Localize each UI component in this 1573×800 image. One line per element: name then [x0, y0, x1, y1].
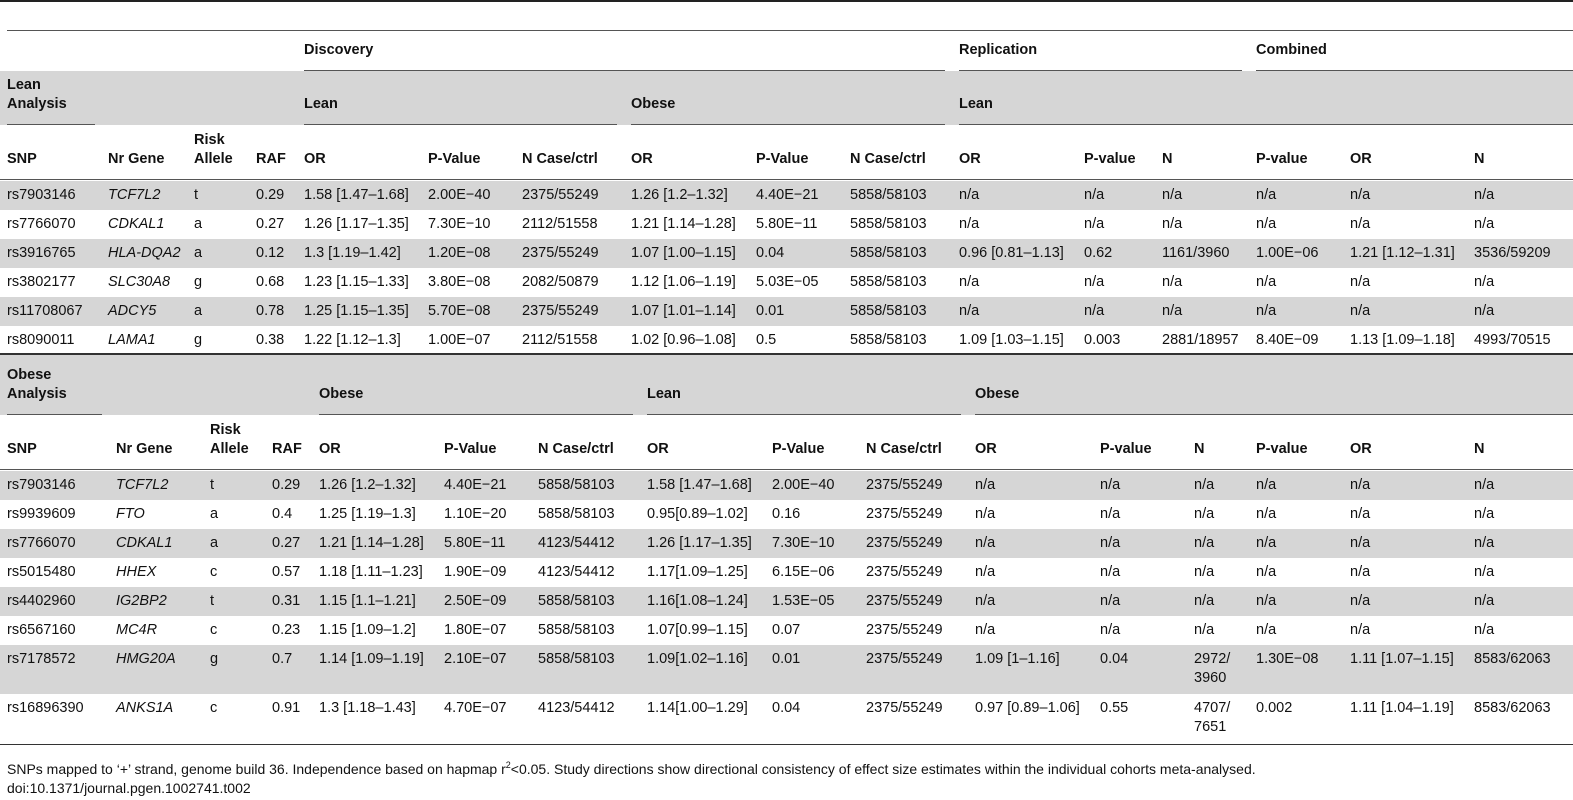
cell-p-value: 4.40E−21	[444, 477, 507, 493]
cell-n-case-ctrl: 5858/58103	[850, 216, 927, 232]
cell-n-case-ctrl: 5858/58103	[538, 593, 615, 609]
col-header-n: N	[1474, 151, 1485, 167]
cell-n-case-ctrl: 2375/55249	[866, 622, 943, 638]
cell-or: n/a	[975, 506, 996, 522]
cell-raf: 0.12	[256, 245, 285, 261]
subgroup-replication-lean: Lean	[959, 96, 993, 112]
cell-or: 1.25 [1.19–1.3]	[319, 506, 416, 522]
cell-nr-gene: HMG20A	[116, 651, 176, 667]
cell-or: 1.09 [1–1.16]	[975, 651, 1060, 667]
cell-p-value: 0.04	[1100, 651, 1129, 667]
cell-raf: 0.78	[256, 303, 285, 319]
col-header-p-value: P-Value	[428, 151, 481, 167]
cell-or: 1.11 [1.04–1.19]	[1350, 700, 1454, 716]
cell-or: 1.18 [1.11–1.23]	[319, 564, 423, 580]
cell-or: 1.12 [1.06–1.19]	[631, 274, 736, 290]
cell-n-case-ctrl: 2375/55249	[866, 477, 943, 493]
cell-n: n/a	[1194, 564, 1215, 580]
cell-n-case-ctrl: 4123/54412	[538, 535, 615, 551]
cell-n: n/a	[1194, 535, 1215, 551]
cell-p-value: 8.40E−09	[1256, 332, 1319, 348]
cell-risk-allele: g	[194, 332, 203, 348]
cell-snp: rs3802177	[7, 274, 76, 290]
col-header-p-value: P-value	[1256, 151, 1308, 167]
cell-snp: rs3916765	[7, 245, 76, 261]
cell-n-case-ctrl: 2082/50879	[522, 274, 599, 290]
cell-or: 0.96 [0.81–1.13]	[959, 245, 1064, 261]
cell-risk-allele: c	[210, 700, 218, 716]
cell-n-case-ctrl: 5858/58103	[850, 332, 927, 348]
cell-p-value: n/a	[1256, 564, 1277, 580]
cell-n: n/a	[1162, 216, 1183, 232]
cell-raf: 0.68	[256, 274, 285, 290]
cell-nr-gene: TCF7L2	[116, 477, 169, 493]
cell-n: 2972/ 3960	[1194, 651, 1231, 686]
cell-n: n/a	[1194, 477, 1215, 493]
cell-or: 1.21 [1.14–1.28]	[631, 216, 736, 232]
col-header-n: N	[1474, 441, 1485, 457]
column-header-rule	[0, 469, 1573, 470]
section-label-line2: Analysis	[7, 386, 67, 402]
cell-or: n/a	[975, 622, 996, 638]
col-header-nr-gene: Nr Gene	[108, 151, 165, 167]
cell-p-value: 7.30E−10	[772, 535, 835, 551]
cell-p-value: n/a	[1100, 622, 1121, 638]
cell-n: 4993/70515	[1474, 332, 1551, 348]
cell-p-value: 1.30E−08	[1256, 651, 1319, 667]
cell-p-value: 0.01	[772, 651, 801, 667]
cell-n-case-ctrl: 2112/51558	[522, 332, 598, 348]
cell-or: n/a	[1350, 274, 1371, 290]
cell-risk-allele: a	[194, 303, 203, 319]
cell-nr-gene: FTO	[116, 506, 145, 522]
col-header-raf: RAF	[272, 441, 302, 457]
cell-n-case-ctrl: 4123/54412	[538, 700, 615, 716]
cell-p-value: 2.00E−40	[428, 187, 491, 203]
cell-p-value: 2.10E−07	[444, 651, 507, 667]
cell-or: 1.26 [1.17–1.35]	[304, 216, 409, 232]
row-shading	[0, 239, 1573, 268]
cell-p-value: 1.00E−06	[1256, 245, 1319, 261]
cell-n-case-ctrl: 2375/55249	[866, 651, 943, 667]
cell-n: n/a	[1474, 187, 1495, 203]
cell-snp: rs6567160	[7, 622, 76, 638]
cell-n: n/a	[1194, 506, 1215, 522]
subgroup-obese: Obese	[631, 96, 676, 112]
cell-p-value: n/a	[1100, 477, 1121, 493]
cell-n: n/a	[1162, 274, 1183, 290]
cell-n-case-ctrl: 5858/58103	[538, 651, 615, 667]
subgroup-band	[0, 71, 1573, 125]
cell-raf: 0.29	[272, 477, 301, 493]
cell-n: n/a	[1474, 564, 1495, 580]
cell-n: n/a	[1162, 303, 1183, 319]
cell-p-value: n/a	[1100, 535, 1121, 551]
row-shading	[0, 297, 1573, 326]
col-header-or: OR	[319, 441, 341, 457]
subgroup-band	[0, 355, 1573, 415]
cell-snp: rs7903146	[7, 477, 76, 493]
cell-nr-gene: IG2BP2	[116, 593, 167, 609]
footnote-superscript: 2	[505, 760, 511, 770]
cell-p-value: n/a	[1256, 622, 1277, 638]
footnote-text-end: <0.05. Study directions show directional consistency of effect size estimates within the individual cohorts meta-analysed.	[510, 761, 1256, 777]
subgroup-obese: Obese	[319, 386, 364, 402]
cell-n: n/a	[1474, 535, 1495, 551]
cell-p-value: 1.00E−07	[428, 332, 491, 348]
cell-risk-allele: t	[194, 187, 199, 203]
cell-or: n/a	[975, 535, 996, 551]
cell-or: n/a	[1350, 506, 1371, 522]
cell-or: 1.21 [1.12–1.31]	[1350, 245, 1455, 261]
cell-p-value: 4.40E−21	[756, 187, 819, 203]
cell-p-value: 5.80E−11	[756, 216, 818, 232]
cell-snp: rs7178572	[7, 651, 76, 667]
cell-p-value: 0.003	[1084, 332, 1121, 348]
cell-p-value: 0.04	[756, 245, 785, 261]
cell-n-case-ctrl: 5858/58103	[538, 622, 615, 638]
cell-nr-gene: ANKS1A	[116, 700, 174, 716]
cell-snp: rs16896390	[7, 700, 84, 716]
cell-n: n/a	[1474, 274, 1495, 290]
section-label-line2: Analysis	[7, 96, 67, 112]
cell-or: n/a	[959, 216, 980, 232]
cell-p-value: n/a	[1100, 564, 1121, 580]
cell-p-value: n/a	[1256, 593, 1277, 609]
cell-n: 3536/59209	[1474, 245, 1551, 261]
cell-risk-allele: g	[194, 274, 203, 290]
cell-p-value: n/a	[1256, 535, 1277, 551]
cell-n: n/a	[1194, 593, 1215, 609]
cell-p-value: 4.70E−07	[444, 700, 507, 716]
cell-n-case-ctrl: 2112/51558	[522, 216, 598, 232]
col-header-or: OR	[304, 151, 326, 167]
cell-raf: 0.7	[272, 651, 293, 667]
cell-n: 2881/18957	[1162, 332, 1239, 348]
cell-p-value: 0.002	[1256, 700, 1293, 716]
cell-raf: 0.29	[256, 187, 285, 203]
col-header-nr-gene: Nr Gene	[116, 441, 173, 457]
cell-or: 1.26 [1.2–1.32]	[631, 187, 728, 203]
cell-n: 1161/3960	[1162, 245, 1230, 261]
cell-p-value: 0.55	[1100, 700, 1129, 716]
cell-or: 1.25 [1.15–1.35]	[304, 303, 409, 319]
cell-n-case-ctrl: 5858/58103	[538, 506, 615, 522]
cell-or: 1.3 [1.19–1.42]	[304, 245, 401, 261]
cell-or: 1.07 [1.01–1.14]	[631, 303, 736, 319]
cell-p-value: 0.62	[1084, 245, 1113, 261]
cell-or: 1.26 [1.2–1.32]	[319, 477, 416, 493]
cell-or: 1.14[1.00–1.29]	[647, 700, 748, 716]
cell-or: n/a	[1350, 216, 1371, 232]
obese-underline	[631, 124, 945, 125]
cell-or: 1.16[1.08–1.24]	[647, 593, 748, 609]
col-header-risk-allele: Risk Allele	[210, 422, 249, 457]
cell-p-value: n/a	[1256, 506, 1277, 522]
cell-n-case-ctrl: 2375/55249	[522, 187, 599, 203]
cell-or: 1.3 [1.18–1.43]	[319, 700, 416, 716]
cell-nr-gene: HHEX	[116, 564, 157, 580]
col-header-n: N	[1162, 151, 1173, 167]
cell-raf: 0.27	[272, 535, 301, 551]
cell-or: 1.15 [1.09–1.2]	[319, 622, 416, 638]
cell-n-case-ctrl: 2375/55249	[522, 303, 599, 319]
col-header-n-case-ctrl: N Case/ctrl	[522, 151, 598, 167]
cell-raf: 0.31	[272, 593, 301, 609]
cell-raf: 0.91	[272, 700, 301, 716]
cell-n-case-ctrl: 5858/58103	[850, 303, 927, 319]
col-header-snp: SNP	[7, 441, 37, 457]
section-label-underline	[7, 414, 102, 415]
cell-or: 1.17[1.09–1.25]	[647, 564, 748, 580]
replication-obese-underline	[975, 414, 1573, 415]
cell-p-value: 5.80E−11	[444, 535, 506, 551]
cell-risk-allele: a	[194, 216, 203, 232]
cell-p-value: n/a	[1256, 216, 1277, 232]
cell-snp: rs7766070	[7, 535, 76, 551]
cell-n: n/a	[1474, 303, 1495, 319]
cell-n-case-ctrl: 5858/58103	[850, 274, 927, 290]
cell-or: 1.07 [1.00–1.15]	[631, 245, 736, 261]
section-label-line1: Lean	[7, 77, 41, 93]
cell-or: 1.09 [1.03–1.15]	[959, 332, 1064, 348]
cell-p-value: n/a	[1256, 187, 1277, 203]
cell-p-value: 0.04	[772, 700, 801, 716]
cell-risk-allele: a	[194, 245, 203, 261]
cell-or: n/a	[1350, 477, 1371, 493]
cell-p-value: 0.07	[772, 622, 801, 638]
cell-or: 0.97 [0.89–1.06]	[975, 700, 1080, 716]
cell-p-value: 5.70E−08	[428, 303, 491, 319]
cell-risk-allele: t	[210, 593, 215, 609]
cell-n-case-ctrl: 2375/55249	[866, 564, 943, 580]
cell-or: n/a	[1350, 564, 1371, 580]
col-header-n-case-ctrl: N Case/ctrl	[866, 441, 942, 457]
cell-p-value: n/a	[1256, 274, 1277, 290]
col-header-or: OR	[1350, 441, 1372, 457]
col-header-p-value: P-value	[1084, 151, 1136, 167]
cell-nr-gene: CDKAL1	[116, 535, 173, 551]
cell-snp: rs11708067	[7, 303, 83, 319]
cell-p-value: n/a	[1084, 216, 1105, 232]
cell-p-value: 7.30E−10	[428, 216, 491, 232]
cell-or: 1.21 [1.14–1.28]	[319, 535, 424, 551]
cell-or: 1.58 [1.47–1.68]	[647, 477, 752, 493]
cell-or: 1.58 [1.47–1.68]	[304, 187, 409, 203]
cell-p-value: 2.50E−09	[444, 593, 507, 609]
cell-n: n/a	[1474, 506, 1495, 522]
cell-snp: rs7766070	[7, 216, 76, 232]
cell-or: 1.23 [1.15–1.33]	[304, 274, 409, 290]
cell-n-case-ctrl: 2375/55249	[866, 506, 943, 522]
col-header-risk-allele: Risk Allele	[194, 132, 233, 167]
cell-snp: rs9939609	[7, 506, 76, 522]
cell-p-value: n/a	[1256, 303, 1277, 319]
top-border	[0, 0, 1573, 2]
col-header-p-value: P-Value	[444, 441, 497, 457]
cell-raf: 0.27	[256, 216, 285, 232]
cell-snp: rs7903146	[7, 187, 76, 203]
cell-nr-gene: TCF7L2	[108, 187, 161, 203]
cell-n-case-ctrl: 5858/58103	[538, 477, 615, 493]
replication-lean-underline	[959, 124, 1573, 125]
cell-p-value: n/a	[1084, 303, 1105, 319]
col-header-n: N	[1194, 441, 1205, 457]
cell-risk-allele: c	[210, 622, 218, 638]
cell-risk-allele: a	[210, 535, 219, 551]
cell-p-value: n/a	[1256, 477, 1277, 493]
cell-n-case-ctrl: 5858/58103	[850, 245, 927, 261]
cell-nr-gene: LAMA1	[108, 332, 156, 348]
cell-nr-gene: HLA-DQA2	[108, 245, 181, 261]
cell-p-value: 0.16	[772, 506, 801, 522]
cell-n: 8583/62063	[1474, 651, 1551, 667]
cell-or: 1.15 [1.1–1.21]	[319, 593, 416, 609]
subgroup-replication-obese: Obese	[975, 386, 1020, 402]
cell-or: n/a	[1350, 593, 1371, 609]
cell-raf: 0.4	[272, 506, 293, 522]
col-header-p-value: P-Value	[756, 151, 809, 167]
subgroup-lean: Lean	[647, 386, 681, 402]
cell-or: n/a	[959, 303, 980, 319]
cell-nr-gene: MC4R	[116, 622, 158, 638]
cell-snp: rs8090011	[7, 332, 75, 348]
cell-or: 1.14 [1.09–1.19]	[319, 651, 424, 667]
cell-n: n/a	[1474, 216, 1495, 232]
col-header-or: OR	[959, 151, 981, 167]
cell-p-value: 1.20E−08	[428, 245, 491, 261]
cell-p-value: 5.03E−05	[756, 274, 819, 290]
cell-p-value: 3.80E−08	[428, 274, 491, 290]
cell-or: 0.95[0.89–1.02]	[647, 506, 748, 522]
cell-p-value: 0.5	[756, 332, 777, 348]
cell-n-case-ctrl: 5858/58103	[850, 187, 927, 203]
col-header-snp: SNP	[7, 151, 37, 167]
cell-risk-allele: t	[210, 477, 215, 493]
cell-p-value: 6.15E−06	[772, 564, 835, 580]
column-header-rule	[0, 179, 1573, 180]
header-rule	[7, 30, 1573, 31]
cell-n-case-ctrl: 2375/55249	[866, 593, 943, 609]
col-header-or: OR	[647, 441, 669, 457]
col-header-or: OR	[1350, 151, 1372, 167]
cell-n: n/a	[1162, 187, 1183, 203]
cell-snp: rs4402960	[7, 593, 76, 609]
cell-p-value: n/a	[1084, 187, 1105, 203]
section-label-line1: Obese	[7, 367, 52, 383]
cell-or: n/a	[959, 274, 980, 290]
cell-p-value: n/a	[1084, 274, 1105, 290]
cell-n-case-ctrl: 4123/54412	[538, 564, 615, 580]
table-bottom-rule	[0, 744, 1573, 745]
cell-n: 4707/ 7651	[1194, 700, 1231, 735]
col-header-n-case-ctrl: N Case/ctrl	[850, 151, 926, 167]
cell-or: 1.26 [1.17–1.35]	[647, 535, 752, 551]
cell-raf: 0.23	[272, 622, 301, 638]
cell-snp: rs5015480	[7, 564, 76, 580]
cell-nr-gene: ADCY5	[108, 303, 157, 319]
cell-n-case-ctrl: 2375/55249	[866, 535, 943, 551]
cell-or: n/a	[975, 564, 996, 580]
cell-nr-gene: CDKAL1	[108, 216, 165, 232]
cell-p-value: 2.00E−40	[772, 477, 835, 493]
cell-p-value: 1.10E−20	[444, 506, 507, 522]
col-header-or: OR	[631, 151, 653, 167]
group-replication: Replication	[959, 42, 1038, 58]
cell-p-value: 0.01	[756, 303, 785, 319]
lean-underline	[647, 414, 961, 415]
col-header-p-value: P-value	[1100, 441, 1152, 457]
group-discovery: Discovery	[304, 42, 374, 58]
cell-n: n/a	[1474, 622, 1495, 638]
col-header-or: OR	[975, 441, 997, 457]
group-combined: Combined	[1256, 42, 1327, 58]
cell-n: 8583/62063	[1474, 700, 1551, 716]
cell-risk-allele: c	[210, 564, 218, 580]
cell-n: n/a	[1194, 622, 1215, 638]
lean-underline	[304, 124, 617, 125]
cell-or: n/a	[1350, 535, 1371, 551]
obese-underline	[319, 414, 633, 415]
cell-n-case-ctrl: 2375/55249	[522, 245, 599, 261]
cell-or: 1.22 [1.12–1.3]	[304, 332, 401, 348]
cell-p-value: 1.53E−05	[772, 593, 835, 609]
cell-risk-allele: g	[210, 651, 219, 667]
section-label-underline	[7, 124, 95, 125]
cell-p-value: n/a	[1100, 593, 1121, 609]
cell-or: 1.09[1.02–1.16]	[647, 651, 748, 667]
cell-n: n/a	[1474, 477, 1495, 493]
cell-or: n/a	[975, 593, 996, 609]
cell-or: 1.11 [1.07–1.15]	[1350, 651, 1454, 667]
col-header-n-case-ctrl: N Case/ctrl	[538, 441, 614, 457]
cell-p-value: 1.80E−07	[444, 622, 507, 638]
doi: doi:10.1371/journal.pgen.1002741.t002	[7, 780, 251, 796]
cell-or: n/a	[1350, 622, 1371, 638]
cell-or: 1.13 [1.09–1.18]	[1350, 332, 1455, 348]
cell-n: n/a	[1474, 593, 1495, 609]
cell-or: n/a	[959, 187, 980, 203]
subgroup-lean: Lean	[304, 96, 338, 112]
col-header-p-value: P-Value	[772, 441, 825, 457]
cell-p-value: 1.90E−09	[444, 564, 507, 580]
footnote	[7, 760, 1256, 779]
cell-raf: 0.57	[272, 564, 301, 580]
cell-or: 1.02 [0.96–1.08]	[631, 332, 736, 348]
cell-n-case-ctrl: 2375/55249	[866, 700, 943, 716]
cell-nr-gene: SLC30A8	[108, 274, 171, 290]
cell-or: 1.07[0.99–1.15]	[647, 622, 748, 638]
col-header-raf: RAF	[256, 151, 286, 167]
cell-raf: 0.38	[256, 332, 285, 348]
cell-risk-allele: a	[210, 506, 219, 522]
cell-or: n/a	[1350, 187, 1371, 203]
footnote-text: SNPs mapped to ‘+’ strand, genome build 36. Independence based on hapmap r	[7, 761, 506, 777]
cell-or: n/a	[1350, 303, 1371, 319]
col-header-p-value: P-value	[1256, 441, 1308, 457]
cell-p-value: n/a	[1100, 506, 1121, 522]
cell-or: n/a	[975, 477, 996, 493]
